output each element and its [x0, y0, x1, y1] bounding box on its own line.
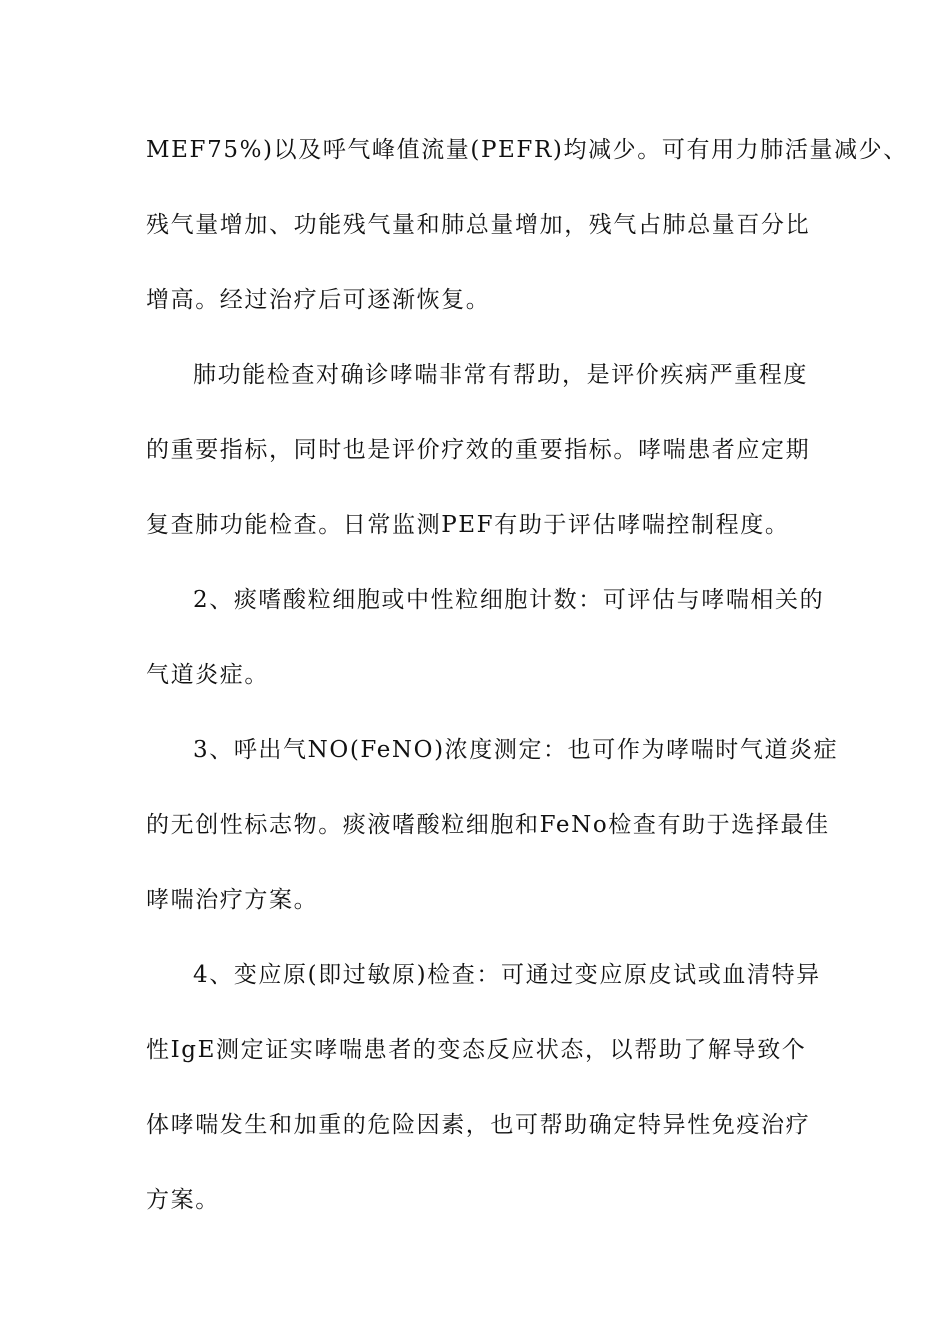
paragraph-start-line: 肺功能检查对确诊哮喘非常有帮助，是评价疾病严重程度 [193, 362, 808, 388]
text-line: 体哮喘发生和加重的危险因素，也可帮助确定特异性免疫治疗 [146, 1112, 811, 1138]
text-line: 哮喘治疗方案。 [146, 887, 319, 913]
paragraph-start-line: 2、痰嗜酸粒细胞或中性粒细胞计数：可评估与哮喘相关的 [193, 587, 825, 613]
text-line: 增高。经过治疗后可逐渐恢复。 [146, 287, 491, 313]
text-line: MEF75%)以及呼气峰值流量(PEFR)均减少。可有用力肺活量减少、 [146, 137, 908, 163]
text-line: 复查肺功能检查。日常监测PEF有助于评估哮喘控制程度。 [146, 512, 790, 538]
text-line: 气道炎症。 [146, 662, 269, 688]
text-line: 的无创性标志物。痰液嗜酸粒细胞和FeNo检查有助于选择最佳 [146, 812, 830, 838]
text-line: 性IgE测定证实哮喘患者的变态反应状态，以帮助了解导致个 [146, 1037, 807, 1063]
text-line: 残气量增加、功能残气量和肺总量增加，残气占肺总量百分比 [146, 212, 811, 238]
paragraph-start-line: 4、变应原(即过敏原)检查：可通过变应原皮试或血清特异 [193, 962, 821, 988]
text-line: 方案。 [146, 1187, 220, 1213]
text-line: 的重要指标，同时也是评价疗效的重要指标。哮喘患者应定期 [146, 437, 811, 463]
paragraph-start-line: 3、呼出气NO(FeNO)浓度测定：也可作为哮喘时气道炎症 [193, 737, 839, 763]
